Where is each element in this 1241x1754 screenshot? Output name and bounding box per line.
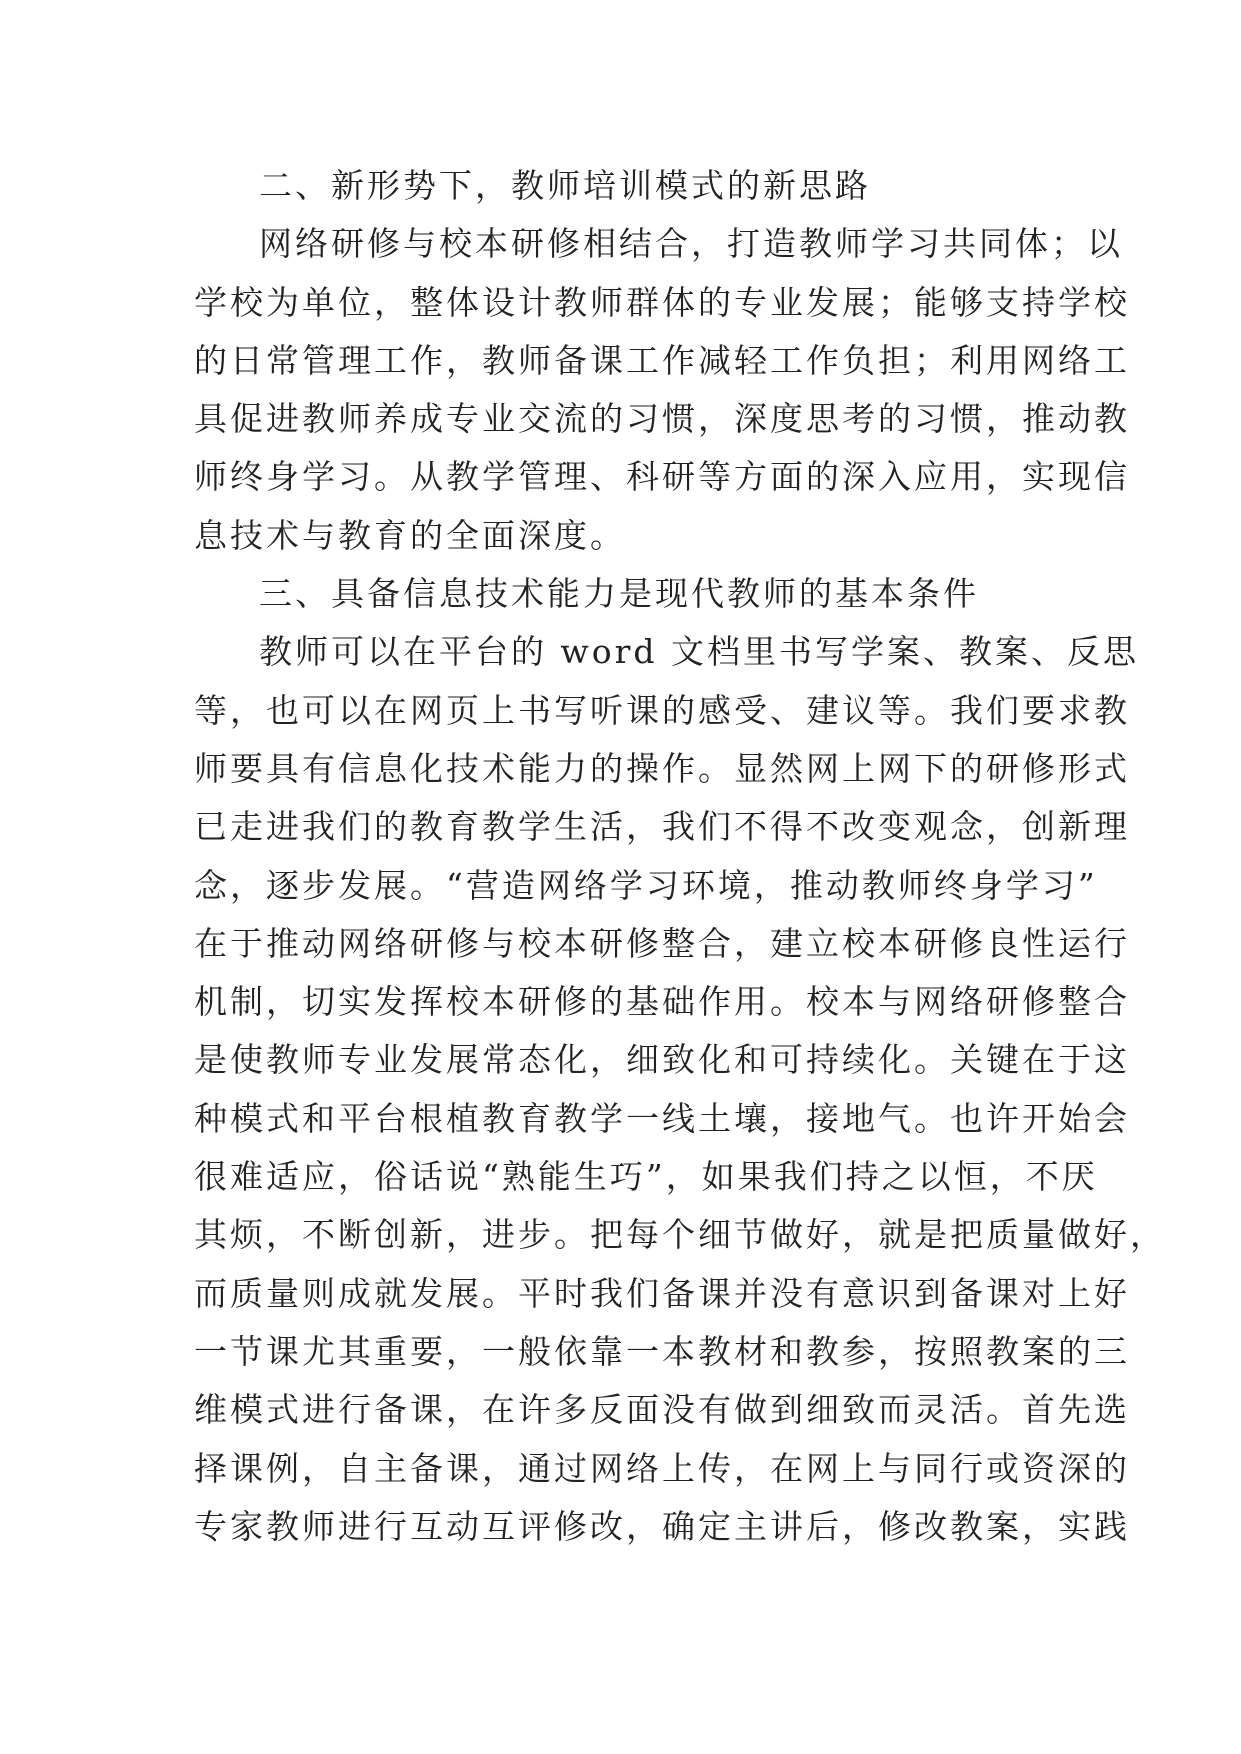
paragraph-line: 而质量则成就发展。平时我们备课并没有意识到备课对上好 (194, 1273, 1130, 1313)
paragraph-line: 师要具有信息化技术能力的操作。显然网上网下的研修形式 (194, 748, 1130, 788)
paragraph-line: 机制，切实发挥校本研修的基础作用。校本与网络研修整合 (194, 982, 1130, 1022)
paragraph-line: 网络研修与校本研修相结合，打造教师学习共同体；以 (259, 224, 1123, 264)
paragraph-line: 一节课尤其重要，一般依靠一本教材和教参，按照教案的三 (194, 1331, 1130, 1371)
section-heading-3: 三、具备信息技术能力是现代教师的基本条件 (259, 574, 979, 614)
paragraph-line: 学校为单位，整体设计教师群体的专业发展；能够支持学校 (194, 282, 1130, 322)
paragraph-line: 息技术与教育的全面深度。 (194, 515, 626, 555)
paragraph-line: 种模式和平台根植教育教学一线土壤，接地气。也许开始会 (194, 1098, 1130, 1138)
paragraph-line: 念，逐步发展。“营造网络学习环境，推动教师终身学习” (194, 865, 1098, 905)
section-heading-2: 二、新形势下，教师培训模式的新思路 (259, 166, 871, 205)
paragraph-line: 具促进教师养成专业交流的习惯，深度思考的习惯，推动教 (194, 399, 1130, 439)
paragraph-line: 已走进我们的教育教学生活，我们不得不改变观念，创新理 (194, 807, 1130, 847)
paragraph-line: 教师可以在平台的 word 文档里书写学案、教案、反思 (259, 632, 1139, 672)
paragraph-line: 师终身学习。从教学管理、科研等方面的深入应用，实现信 (194, 457, 1130, 497)
paragraph-line: 等，也可以在网页上书写听课的感受、建议等。我们要求教 (194, 690, 1130, 730)
paragraph-line: 专家教师进行互动互评修改，确定主讲后，修改教案，实践 (194, 1506, 1130, 1546)
document-body (194, 157, 1166, 1556)
paragraph-line: 的日常管理工作，教师备课工作减轻工作负担；利用网络工 (194, 340, 1130, 380)
paragraph-line: 择课例，自主备课，通过网络上传，在网上与同行或资深的 (194, 1448, 1130, 1488)
paragraph-line: 是使教师专业发展常态化，细致化和可持续化。关键在于这 (194, 1040, 1130, 1080)
paragraph-line: 维模式进行备课，在许多反面没有做到细致而灵活。首先选 (194, 1390, 1130, 1430)
paragraph-line: 其烦，不断创新，进步。把每个细节做好，就是把质量做好， (194, 1215, 1166, 1255)
paragraph-line: 很难适应，俗话说“熟能生巧”，如果我们持之以恒，不厌 (194, 1157, 1098, 1197)
paragraph-line: 在于推动网络研修与校本研修整合，建立校本研修良性运行 (194, 923, 1130, 963)
